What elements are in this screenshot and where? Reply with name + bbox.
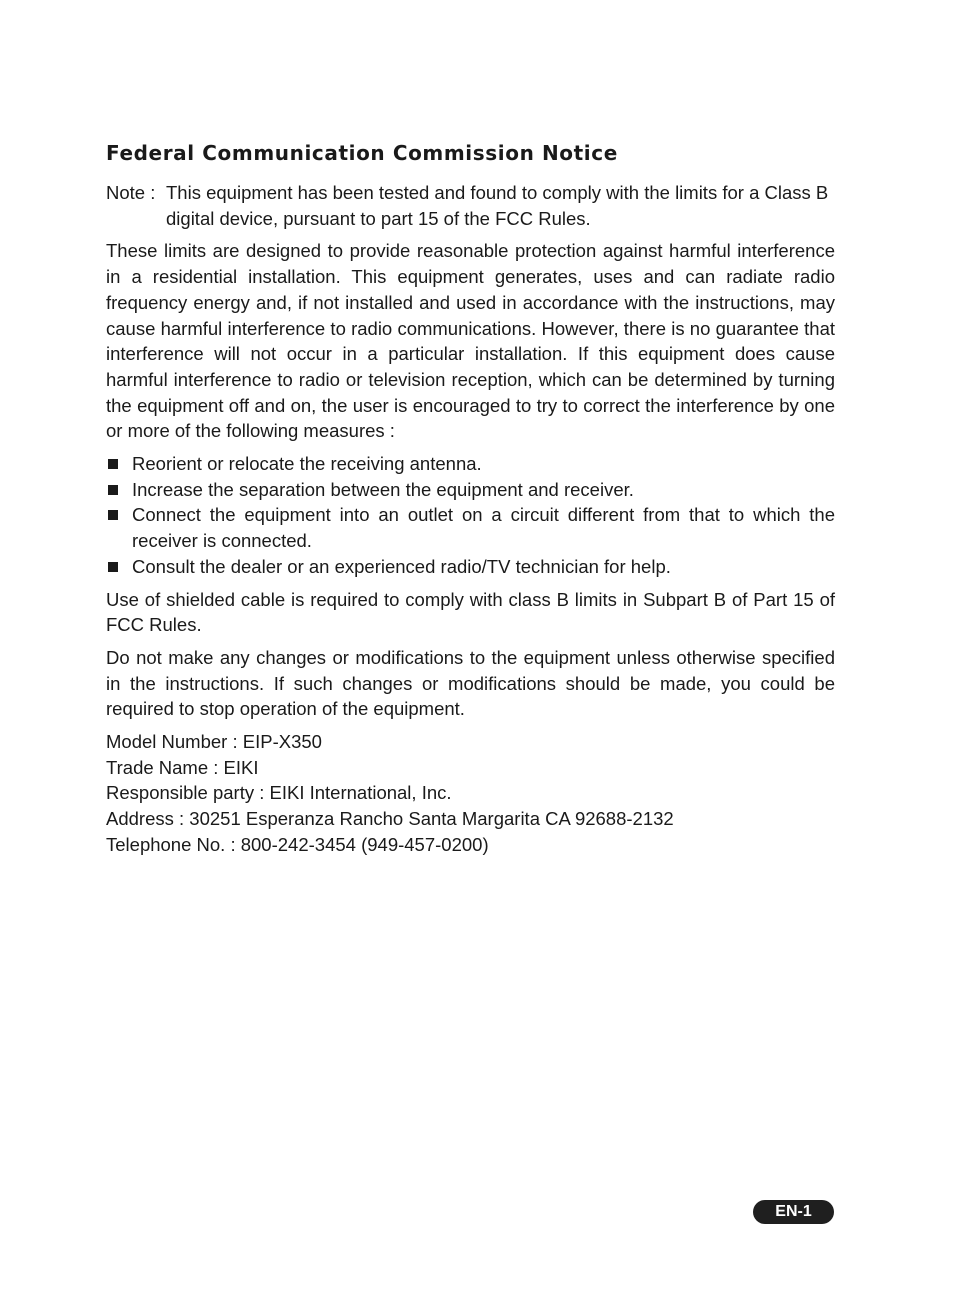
list-item-text: Consult the dealer or an experienced radio/TV technician for help.: [132, 555, 671, 577]
list-item: [106, 554, 835, 580]
address: Address : 30251 Esperanza Rancho Santa Margarita CA 92688-2132: [106, 808, 674, 830]
modifications-paragraph: Do not make any changes or modifications to the equipment unless otherwise specified in the instructions. If such changes or modifications should be made, you could be required to stop operation of the equipment.: [106, 646, 835, 720]
model-number: Model Number : EIP-X350: [106, 731, 322, 753]
note-label: Note :: [106, 182, 156, 203]
interference-paragraph: These limits are designed to provide reasonable protection against harmful interference in a residential installation. This equipment generates, uses and can radiate radio frequency energy and, if not installed and used in accordance with the instructions, may cause harmful interference to radio communications. However, there is no guarantee that interference will not occur in a particular installation. If this equipment does cause harmful interference to radio or television reception, which can be determined by turning the equipment off and on, the user is encouraged to try to correct the interference by one or more of the following measures :: [106, 240, 835, 442]
list-item-text: Connect the equipment into an outlet on a circuit different from that to which the receiver is connected.: [132, 504, 835, 552]
note-block: [106, 180, 835, 231]
list-item: [106, 477, 835, 503]
shielded-cable-paragraph: Use of shielded cable is required to comply with class B limits in Subpart B of Part 15 of FCC Rules.: [106, 588, 835, 636]
square-bullet-icon: [106, 451, 132, 477]
responsible-party: Responsible party : EIKI International, Inc.: [106, 782, 452, 804]
list-item: [106, 451, 835, 477]
square-bullet-icon: [106, 477, 132, 503]
product-info: [106, 729, 835, 858]
page-title: Federal Communication Commission Notice: [106, 141, 618, 165]
list-item: [106, 502, 835, 553]
page-number-badge: EN-1: [753, 1200, 834, 1224]
list-item-text: Increase the separation between the equipment and receiver.: [132, 478, 634, 500]
document-page: [106, 140, 835, 858]
square-bullet-icon: [106, 502, 132, 553]
telephone: Telephone No. : 800-242-3454 (949-457-0200): [106, 833, 489, 855]
square-bullet-icon: [106, 554, 132, 580]
trade-name: Trade Name : EIKI: [106, 756, 259, 778]
measures-list: [106, 451, 835, 580]
list-item-text: Reorient or relocate the receiving antenna.: [132, 453, 482, 475]
note-text: This equipment has been tested and found to comply with the limits for a Class B digital device, pursuant to part 15 of the FCC Rules.: [166, 182, 829, 229]
